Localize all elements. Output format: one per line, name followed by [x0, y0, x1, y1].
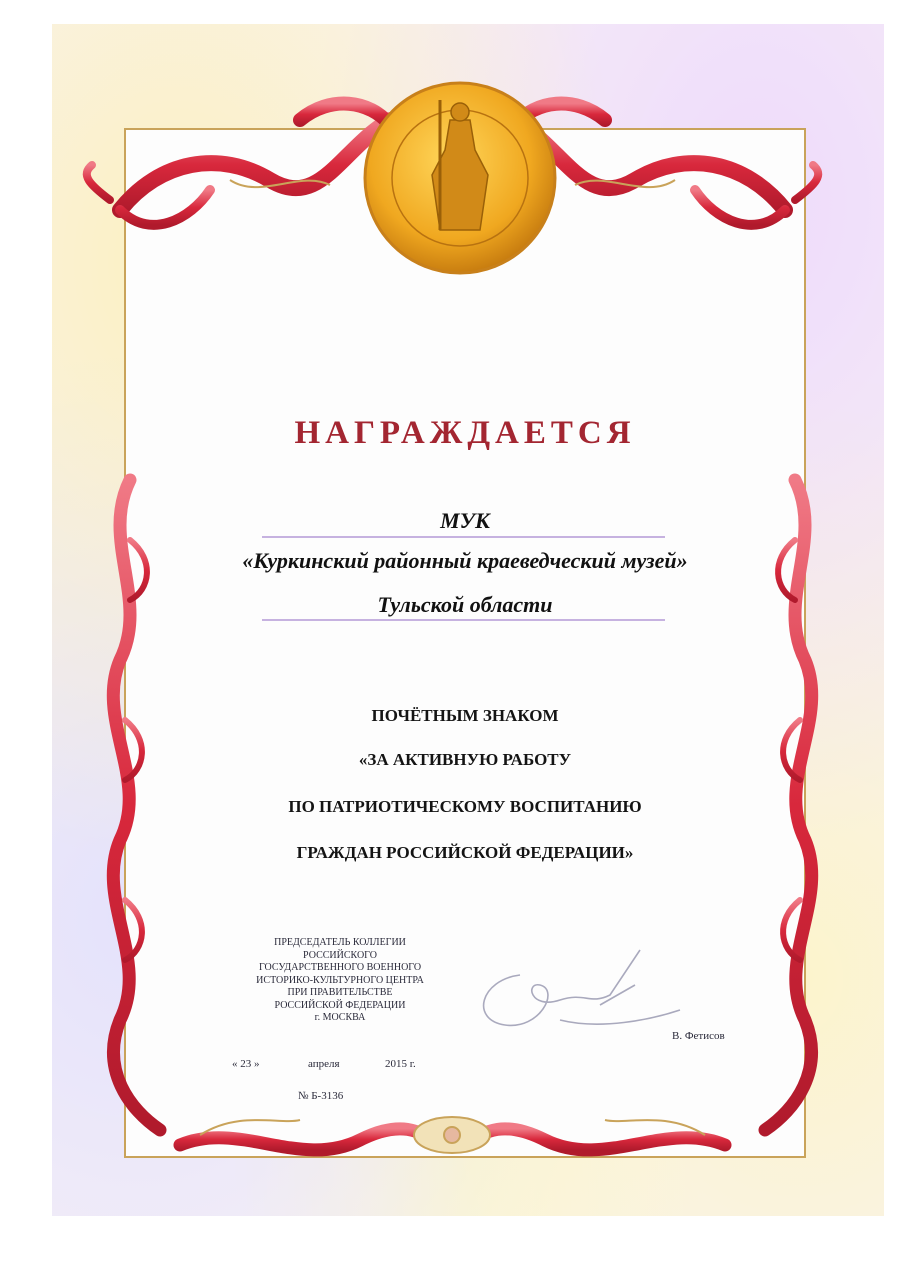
- badge-line-2: «ЗА АКТИВНУЮ РАБОТУ: [358, 750, 572, 769]
- recipient-line-1: МУК: [440, 508, 490, 533]
- date-day: « 23 »: [232, 1058, 260, 1070]
- issuer-line: г. МОСКВА: [314, 1012, 366, 1023]
- recipient-line-2: «Куркинский районный краеведческий музей»: [242, 548, 688, 573]
- signatory-name: В. Фетисов: [672, 1030, 725, 1042]
- date-month: апреля: [308, 1058, 340, 1070]
- badge-line-3: ПО ПАТРИОТИЧЕСКОМУ ВОСПИТАНИЮ: [288, 797, 642, 816]
- issuer-line: ПРИ ПРАВИТЕЛЬСТВЕ: [287, 987, 393, 998]
- issuer-line: ИСТОРИКО-КУЛЬТУРНОГО ЦЕНТРА: [256, 974, 424, 986]
- medal-emblem: [365, 83, 555, 273]
- badge-line-1: ПОЧЁТНЫМ ЗНАКОМ: [371, 706, 559, 725]
- badge-line-4: ГРАЖДАН РОССИЙСКОЙ ФЕДЕРАЦИИ»: [296, 843, 634, 862]
- certificate-number: № Б-3136: [298, 1090, 344, 1102]
- date-year: 2015 г.: [385, 1058, 416, 1070]
- award-heading: НАГРАЖДАЕТСЯ: [294, 415, 636, 451]
- issuer-line: РОССИЙСКОГО: [303, 949, 377, 961]
- issuer-line: ПРЕДСЕДАТЕЛЬ КОЛЛЕГИИ: [274, 937, 406, 948]
- issuer-block: [220, 937, 460, 1025]
- signature: [484, 950, 680, 1025]
- issuer-line: ГОСУДАРСТВЕННОГО ВОЕННОГО: [258, 962, 422, 973]
- recipient-line-3: Тульской области: [377, 592, 553, 617]
- issuer-line: РОССИЙСКОЙ ФЕДЕРАЦИИ: [274, 999, 406, 1011]
